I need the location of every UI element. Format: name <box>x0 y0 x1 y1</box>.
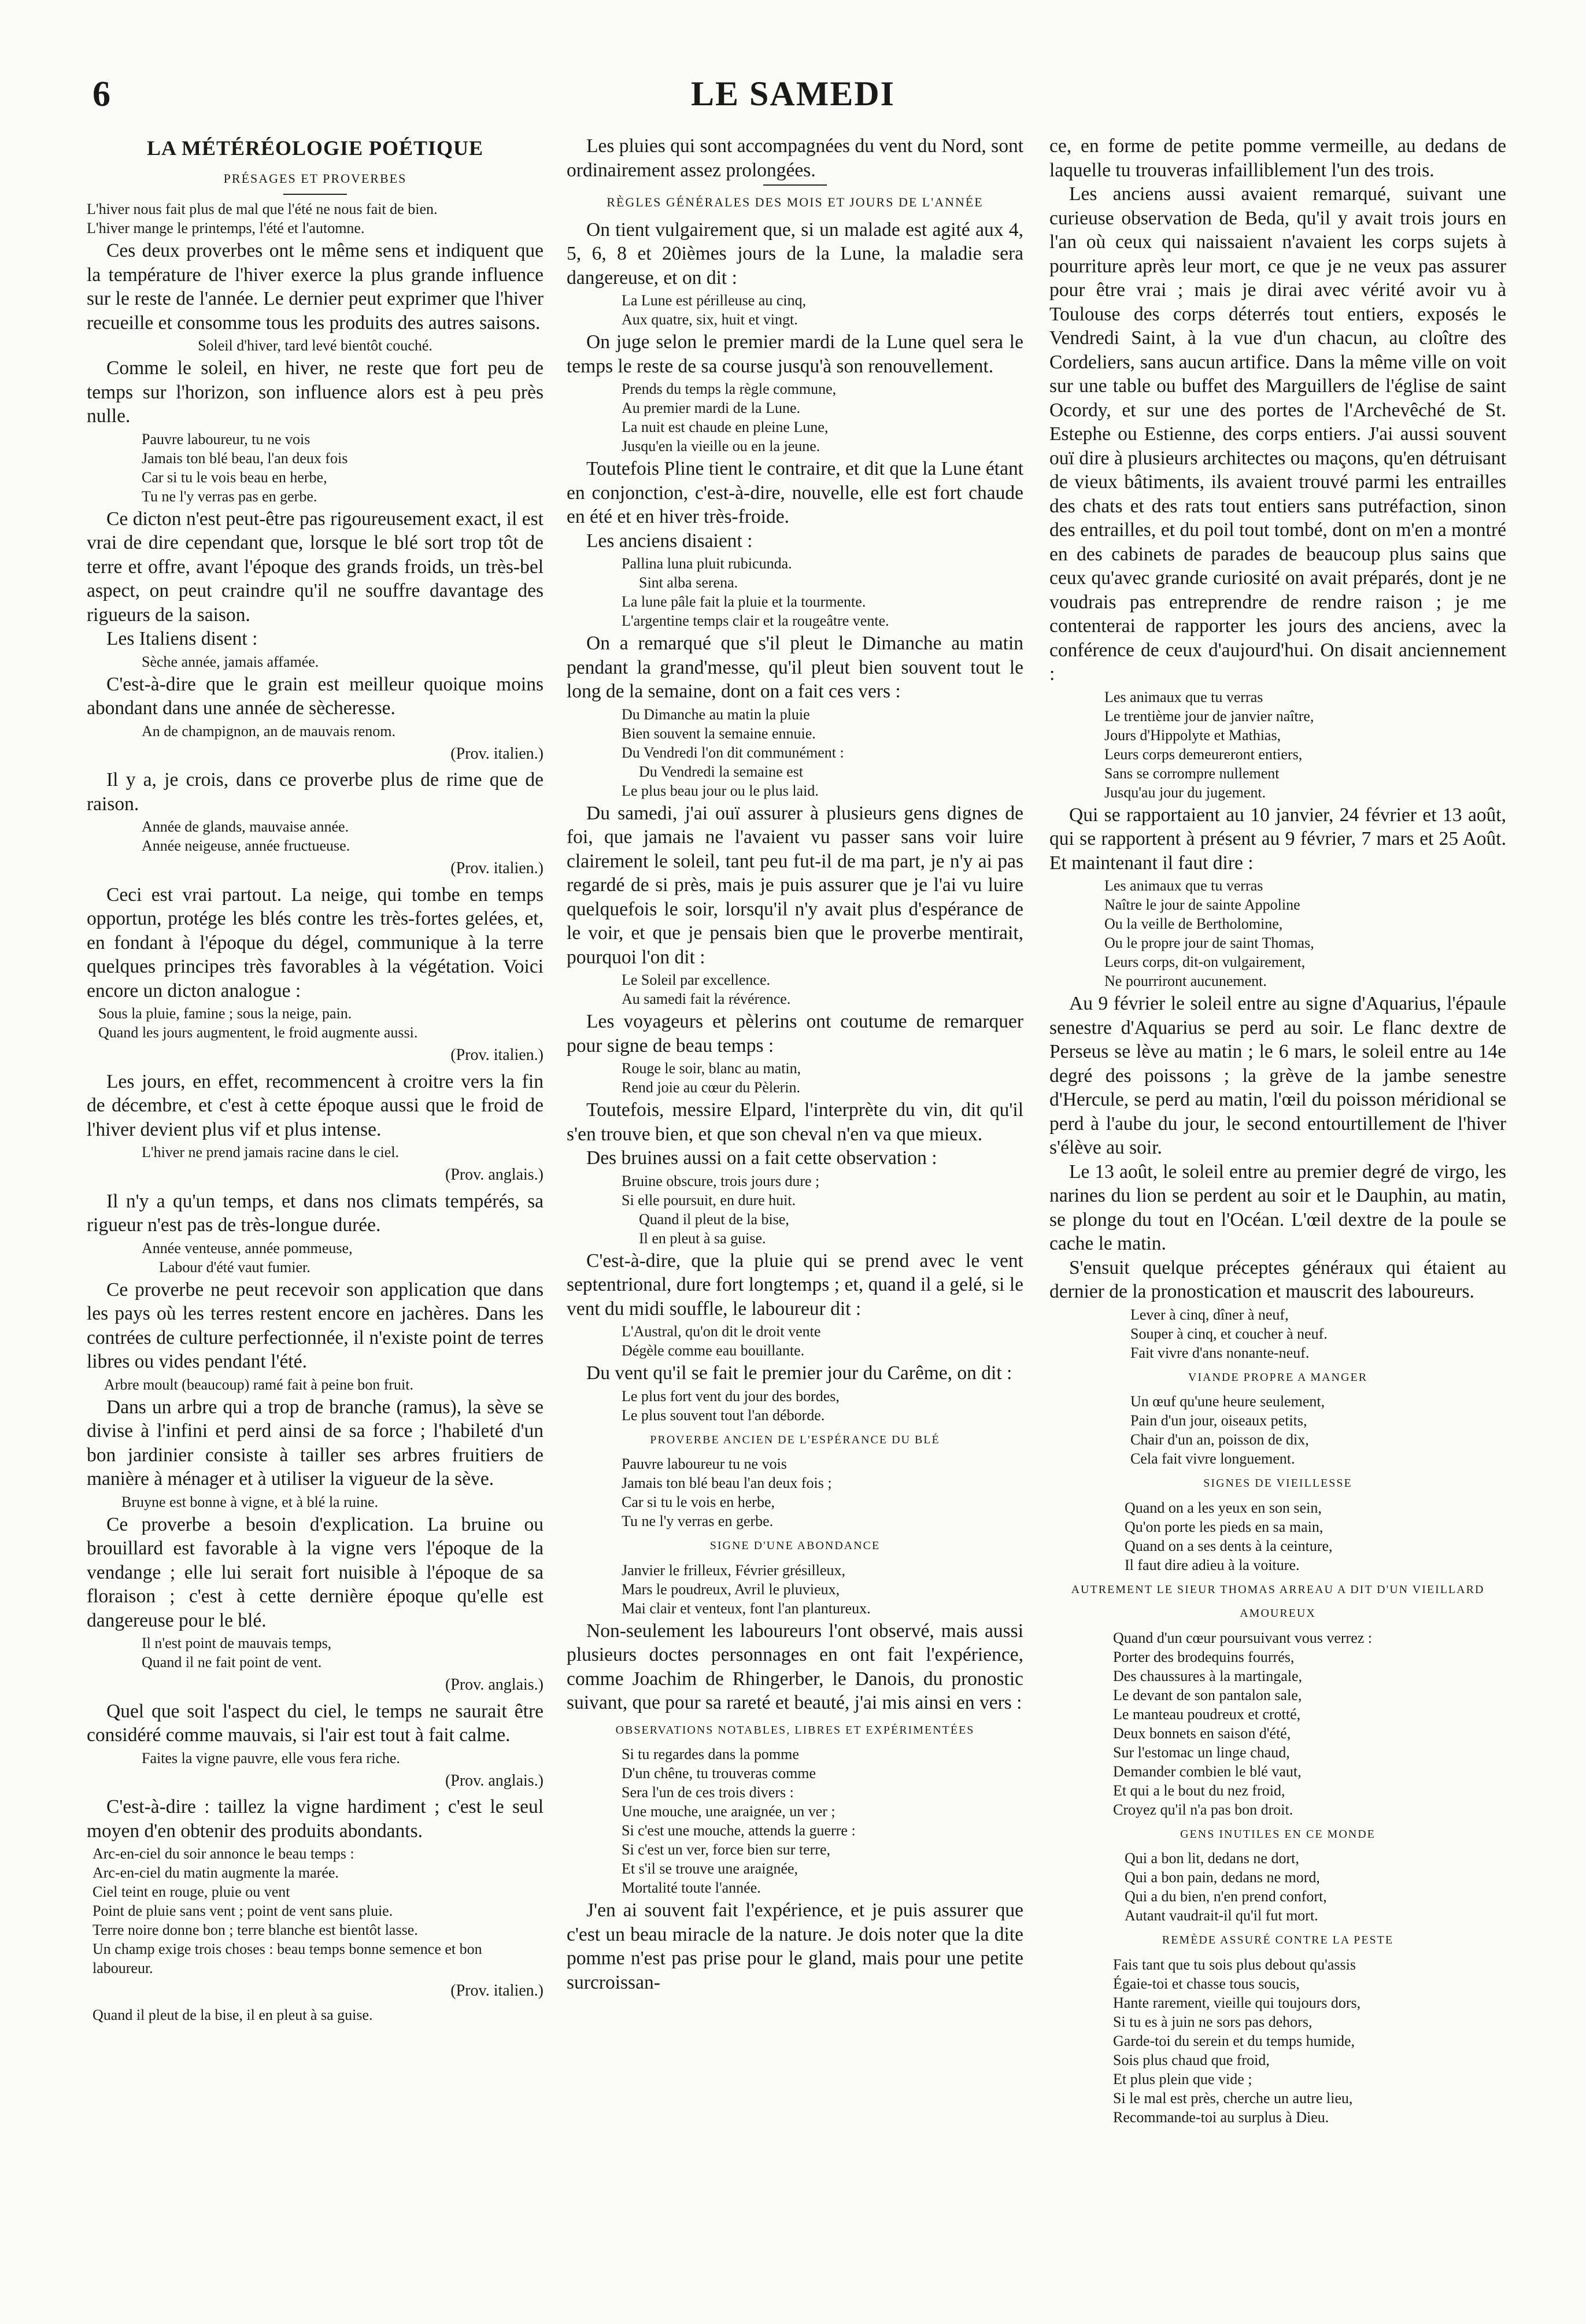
paragraph: On juge selon le premier mardi de la Lune quel sera le temps le reste de sa course jusqu'à son renouvellement. <box>567 331 1023 377</box>
paragraph: Comme le soleil, en hiver, ne reste que fort peu de temps sur l'horizon, son influence alors est à peu près nulle. <box>87 357 544 427</box>
verse: Fais tant que tu sois plus debout qu'assis Égaie-toi et chasse tous soucis, Hante rarement, vieille qui toujours dors, Si tu es à juin ne sors pas dehors, Garde-toi du serein et du temps humide, Sois plus chaud que froid, Et plus plein que vide ; Si le mal est près, cherche un autre lieu, Recommande-toi au surplus à Dieu. <box>1113 1956 1361 2126</box>
source: (Prov. italien.) <box>450 859 544 877</box>
verse: Le Soleil par excellence. Au samedi fait la révérence. <box>622 971 791 1007</box>
verse: Arc-en-ciel du soir annonce le beau temps : Arc-en-ciel du matin augmente la marée. Ciel teint en rouge, pluie ou vent Point de pluie sans vent ; point de vent sans pluie. Terre noire donne bon ; terre blanche est bientôt lasse. Un champ exige trois choses : beau temps bonne semence et bon laboureur. <box>93 1845 482 1976</box>
proverb: Sèche année, jamais affamée. <box>142 653 319 670</box>
section-heading: RÈGLES GÉNÉRALES DES MOIS ET JOURS DE L'ANNÉE <box>607 195 984 209</box>
paragraph: Il n'y a qu'un temps, et dans nos climats tempérés, sa rigueur n'est pas de très-longue durée. <box>87 1190 544 1236</box>
paragraph: Les pluies qui sont accompagnées du vent du Nord, sont ordinairement assez prolongées. <box>567 135 1023 181</box>
paragraph: Ceci est vrai partout. La neige, qui tombe en temps opportun, protége les blés contre les très-fortes gelées, et, en fondant à l'époque du dégel, communique à la terre quelques principes très favorables à la végétation. Voici encore un dicton analogue : <box>87 884 544 1002</box>
paragraph: Il y a, je crois, dans ce proverbe plus de rime que de raison. <box>87 769 544 815</box>
paragraph: Quel que soit l'aspect du ciel, le temps ne saurait être considéré comme mauvais, si l'air est tout à fait calme. <box>87 1700 544 1746</box>
paragraph: J'en ai souvent fait l'expérience, et je puis assurer que c'est un beau miracle de la nature. Je dois noter que la dite pomme n'est pas prise pour le gland, mais pour une petite surcroissan- <box>567 1900 1023 1993</box>
paragraph: C'est-à-dire : taillez la vigne hardiment ; c'est le seul moyen d'en obtenir des produits abondants. <box>87 1796 544 1842</box>
proverb: L'hiver ne prend jamais racine dans le ciel. <box>142 1144 400 1161</box>
paragraph: S'ensuit quelque préceptes généraux qui étaient au dernier de la pronostication et mauscrit des laboureurs. <box>1049 1257 1506 1302</box>
verse: L'Austral, qu'on dit le droit vente Dégèle comme eau bouillante. <box>622 1323 821 1359</box>
source: (Prov. italien.) <box>450 1982 544 2000</box>
verse: Prends du temps la règle commune, Au premier mardi de la Lune. La nuit est chaude en pleine Lune, Jusqu'en la vieille ou en la jeune. <box>622 380 837 455</box>
verse: Lever à cinq, dîner à neuf, Souper à cinq, et coucher à neuf. Fait vivre d'ans nonante-neuf. <box>1130 1306 1328 1361</box>
section-heading: PROVERBE ANCIEN DE L'ESPÉRANCE DU BLÉ <box>650 1433 940 1446</box>
verse: Sous la pluie, famine ; sous la neige, pain. Quand les jours augmentent, le froid augmente aussi. <box>98 1005 418 1041</box>
verse: Janvier le frilleux, Février grésilleux, Mars le poudreux, Avril le pluvieux, Mai clair et venteux, font l'an plantureux. <box>622 1561 871 1617</box>
verse: Pauvre laboureur, tu ne vois Jamais ton blé beau, l'an deux fois Car si tu le vois beau en herbe, Tu ne l'y verras pas en gerbe. <box>142 430 348 505</box>
paragraph: Au 9 février le soleil entre au signe d'Aquarius, l'épaule senestre d'Aquarius se perd au soir. Le flanc dextre de Perseus se lève au matin ; le 6 mars, le soleil entre au 14e degré des poissons ; la grève de la jambe senestre d'Hercule, se perd au matin, l'œil du poisson méridional se perd à l'aube du jour, le second entourtillement de l'hiver s'élève au soir. <box>1049 993 1506 1158</box>
paragraph: Ce proverbe ne peut recevoir son application que dans les pays où les terres restent encore en jachères. Dans les contrées de culture perfectionnée, il n'existe point de terres libres ou vides pendant l'été. <box>87 1279 544 1372</box>
paragraph: C'est-à-dire, que la pluie qui se prend avec le vent septentrional, dure fort longtemps ; et, quand il a gelé, si le vent du midi souffle, le laboureur dit : <box>567 1250 1023 1320</box>
newspaper-title: LE SAMEDI <box>690 75 896 113</box>
verse: Pauvre laboureur tu ne vois Jamais ton blé beau l'an deux fois ; Car si tu le vois en herbe, Tu ne l'y verras en gerbe. <box>622 1455 832 1529</box>
paragraph: C'est-à-dire que le grain est meilleur quoique moins abondant dans une année de sècheresse. <box>87 673 544 719</box>
verse: Un œuf qu'une heure seulement, Pain d'un jour, oiseaux petits, Chair d'un an, poisson de dix, Cela fait vivre longuement. <box>1130 1393 1325 1467</box>
section-heading: REMÈDE ASSURÉ CONTRE LA PESTE <box>1162 1934 1394 1946</box>
paragraph: Qui se rapportaient au 10 janvier, 24 février et 13 août, qui se rapportent à présent au 9 février, 7 mars et 25 Août. Et maintenant il faut dire : <box>1049 804 1506 874</box>
proverb: L'hiver nous fait plus de mal que l'été ne nous fait de bien. L'hiver mange le printemps, l'été et l'automne. <box>87 201 438 237</box>
paragraph: On tient vulgairement que, si un malade est agité aux 4, 5, 6, 8 et 20ièmes jours de la Lune, la maladie sera dangereuse, et on dit : <box>567 219 1023 289</box>
article-title: LA MÉTÉRÉOLOGIE POÉTIQUE <box>146 136 484 160</box>
proverb: Soleil d'hiver, tard levé bientôt couché. <box>198 337 432 354</box>
paragraph: Des bruines aussi on a fait cette observation : <box>586 1147 937 1169</box>
paragraph: Ce proverbe a besoin d'explication. La bruine ou brouillard est favorable à la vigne vers l'époque de la vendange ; elle lui serait fort nuisible à l'époque de sa floraison ; c'est à cette dernière époque qu'elle est dangereuse pour le blé. <box>87 1513 544 1631</box>
verse: Il n'est point de mauvais temps, Quand il ne fait point de vent. <box>142 1635 332 1671</box>
paragraph: Toutefois, messire Elpard, l'interprète du vin, dit qu'il s'en trouve bien, et que son cheval n'en va que mieux. <box>567 1099 1023 1145</box>
section-heading: SIGNES DE VIEILLESSE <box>1203 1477 1352 1490</box>
paragraph: Les jours, en effet, recommencent à croitre vers la fin de décembre, et c'est à cette époque aussi que le froid de l'hiver devient plus vif et plus intense. <box>87 1070 544 1140</box>
paragraph: Ce dicton n'est peut-être pas rigoureusement exact, il est vrai de dire cependant que, lorsque le blé sort trop tôt de terre et offre, avant l'époque des grands froids, un très-bel aspect, on peut craindre qu'il ne souffre davantage des rigueurs de la saison. <box>87 508 544 626</box>
source: (Prov. anglais.) <box>445 1676 544 1694</box>
proverb: Arbre moult (beaucoup) ramé fait à peine bon fruit. <box>104 1376 413 1393</box>
paragraph: Toutefois Pline tient le contraire, et dit que la Lune étant en conjonction, c'est-à-dire, nouvelle, elle est fort chaude en été et en hiver très-froide. <box>567 458 1023 527</box>
paragraph: Ces deux proverbes ont le même sens et indiquent que la température de l'hiver exerce la plus grande influence sur le reste de l'année. Le dernier peut exprimer que l'hiver recueille et consomme tous les produits des autres saisons. <box>87 240 544 334</box>
paragraph: Du vent qu'il se fait le premier jour du Carême, on dit : <box>586 1362 1012 1384</box>
section-heading: SIGNE D'UNE ABONDANCE <box>709 1539 881 1552</box>
verse: La Lune est périlleuse au cinq, Aux quatre, six, huit et vingt. <box>622 292 807 328</box>
verse: Année de glands, mauvaise année. Année neigeuse, année fructueuse. <box>142 818 350 854</box>
divider <box>283 194 347 195</box>
paragraph: Le 13 août, le soleil entre au premier degré de virgo, les narines du lion se perdent au soir et le Dauphin, au matin, se plonge du tout en l'Océan. L'œil dextre de la poule se cache le matin. <box>1049 1161 1506 1254</box>
column-1 <box>87 134 544 2294</box>
section-heading: VIANDE PROPRE A MANGER <box>1188 1370 1368 1384</box>
column-2 <box>567 134 1023 2294</box>
verse: Qui a bon lit, dedans ne dort, Qui a bon pain, dedans ne mord, Qui a du bien, n'en prend confort, Autant vaudrait-il qu'il fut mort. <box>1125 1850 1327 1924</box>
verse: Bruine obscure, trois jours dure ; Si elle poursuit, en dure huit. Quand il pleut de la bise, Il en pleut à sa guise. <box>622 1172 820 1247</box>
verse: Quand d'un cœur poursuivant vous verrez : Porter des brodequins fourrés, Des chaussures à la martingale, Le devant de son pantalon sale, Le manteau poudreux et crotté, Deux bonnets en saison d'été, Sur l'estomac un linge chaud, Demander combien le blé vaut, Et qui a le bout du nez froid, Croyez qu'il n'a pas bon droit. <box>1113 1629 1373 1818</box>
verse: Du Dimanche au matin la pluie Bien souvent la semaine ennuie. Du Vendredi l'on dit communément : Du Vendredi la semaine est Le plus beau jour ou le plus laid. <box>622 705 844 799</box>
source: (Prov. italien.) <box>450 1046 544 1064</box>
column-3 <box>1049 134 1506 2294</box>
paragraph: Du samedi, j'ai ouï assurer à plusieurs gens dignes de foi, que jamais ne l'avaient vu passer sans voir luire clairement le soleil, tant peu fut-il de ma part, je n'y ai pas regardé de si près, mais je puis assurer que je l'ai vu luire quelquefois le soir, lorsqu'il n'y avait plus d'espérance de le voir, et que je pensais bien que le proverbe mentirait, pourquoi l'on dit : <box>567 802 1023 968</box>
verse: Quand il pleut de la bise, il en pleut à sa guise. <box>93 2006 373 2023</box>
verse: Le plus fort vent du jour des bordes, Le plus souvent tout l'an déborde. <box>622 1387 840 1424</box>
paragraph: Dans un arbre qui a trop de branche (ramus), la sève se divise à l'infini et perd ainsi de sa force ; l'habileté d'un bon jardinier consiste à tailler ses arbres fruitiers de manière à ménager et à utiliser la vigueur de la sève. <box>87 1396 544 1490</box>
verse: Année venteuse, année pommeuse, Labour d'été vaut fumier. <box>142 1239 353 1276</box>
verse: Les animaux que tu verras Naître le jour de sainte Appoline Ou la veille de Bertholomine, Ou le propre jour de saint Thomas, Leurs corps, dit-on vulgairement, Ne pourriront aucunement. <box>1104 877 1314 989</box>
paragraph: Les anciens disaient : <box>586 530 753 552</box>
paragraph: Les anciens aussi avaient remarqué, suivant une curieuse observation de Beda, qu'il y avait trois jours en l'an où ceux qui naissaient n'avaient les corps sujets à pourriture après leur mort, ce que je ne veux pas assurer pour être vrai ; mais je dirai avec vérité avoir vu à Toulouse des corps déterrés tout entiers, exposés le Vendredi Saint, à la vue d'un chacun, au cloître des Cordeliers, sans aucun artifice. Dans la même ville on voit sur une table ou buffet des Marguillers de l'église de saint Ocordy, et sur une des portes de l'Archevêché de St. Estephe ou Estienne, des corps entiers. J'ai aussi souvent ouï dire à plusieurs architectes ou maçons, qu'en détruisant de vieux bâtiments, ils avaient trouvé parmi les entrailles des chats et des rats tout entiers sans putréfaction, sinon des entrailles, et du poil tout tombé, dont on m'en a montré en des cabinets de parades de beaucoup plus sains que ceux qu'avec grande curiosité on avait préparés, dont je ne voudrais pas entreprendre de rendre raison ; je me contenterai de rapporter les jours des anciens, avec la conférence de ceux d'aujourd'hui. On disait anciennement : <box>1049 183 1506 685</box>
proverb: Faites la vigne pauvre, elle vous fera riche. <box>142 1749 400 1767</box>
section-heading: AUTREMENT LE SIEUR THOMAS ARREAU A DIT D'UN VIEILLARD AMOUREUX <box>1071 1583 1485 1620</box>
source: (Prov. italien.) <box>450 744 544 763</box>
verse: Quand on a les yeux en son sein, Qu'on porte les pieds en sa main, Quand on a ses dents à la ceinture, Il faut dire adieu à la voiture. <box>1125 1499 1333 1573</box>
verse: Si tu regardes dans la pomme D'un chêne, tu trouveras comme Sera l'un de ces trois divers : Une mouche, une araignée, un ver ; Si c'est une mouche, attends la guerre : Si c'est un ver, force bien sur terre, Et s'il se trouve une araignée, Mortalité toute l'année. <box>622 1746 856 1896</box>
proverb: An de champignon, an de mauvais renom. <box>142 722 395 740</box>
verse: Les animaux que tu verras Le trentième jour de janvier naître, Jours d'Hippolyte et Mathias, Leurs corps demeureront entiers, Sans se corrompre nullement Jusqu'au jour du jugement. <box>1104 688 1314 801</box>
verse: Pallina luna pluit rubicunda. Sint alba serena. La lune pâle fait la pluie et la tourmente. L'argentine temps clair et la rougeâtre vente. <box>622 555 889 629</box>
divider <box>763 184 827 186</box>
source: (Prov. anglais.) <box>445 1771 544 1790</box>
article-subtitle: PRÉSAGES ET PROVERBES <box>223 171 407 186</box>
page-number: 6 <box>93 75 110 114</box>
source: (Prov. anglais.) <box>445 1166 544 1184</box>
paragraph: Les Italiens disent : <box>106 628 258 649</box>
page-header <box>81 74 1505 138</box>
paragraph: Les voyageurs et pèlerins ont coutume de remarquer pour signe de beau temps : <box>567 1011 1023 1056</box>
paragraph: ce, en forme de petite pomme vermeille, au dedans de laquelle tu trouveras infailliblement l'un des trois. <box>1049 135 1506 181</box>
section-heading: GENS INUTILES EN CE MONDE <box>1180 1827 1376 1841</box>
verse: Rouge le soir, blanc au matin, Rend joie au cœur du Pèlerin. <box>622 1060 801 1096</box>
paragraph: Non-seulement les laboureurs l'ont observé, mais aussi plusieurs doctes personnages en ont fait l'expérience, comme Joachim de Rhingerber, le Danois, du pronostic suivant, que pour sa rareté et beauté, j'ai mis ainsi en vers : <box>567 1620 1023 1713</box>
proverb: Bruyne est bonne à vigne, et à blé la ruine. <box>121 1493 379 1510</box>
section-heading: OBSERVATIONS NOTABLES, LIBRES ET EXPÉRIMENTÉES <box>615 1723 975 1736</box>
paragraph: On a remarqué que s'il pleut le Dimanche au matin pendant la grand'messe, qu'il pleut bien souvent tout le long de la semaine, dont on a fait ces vers : <box>567 633 1023 702</box>
